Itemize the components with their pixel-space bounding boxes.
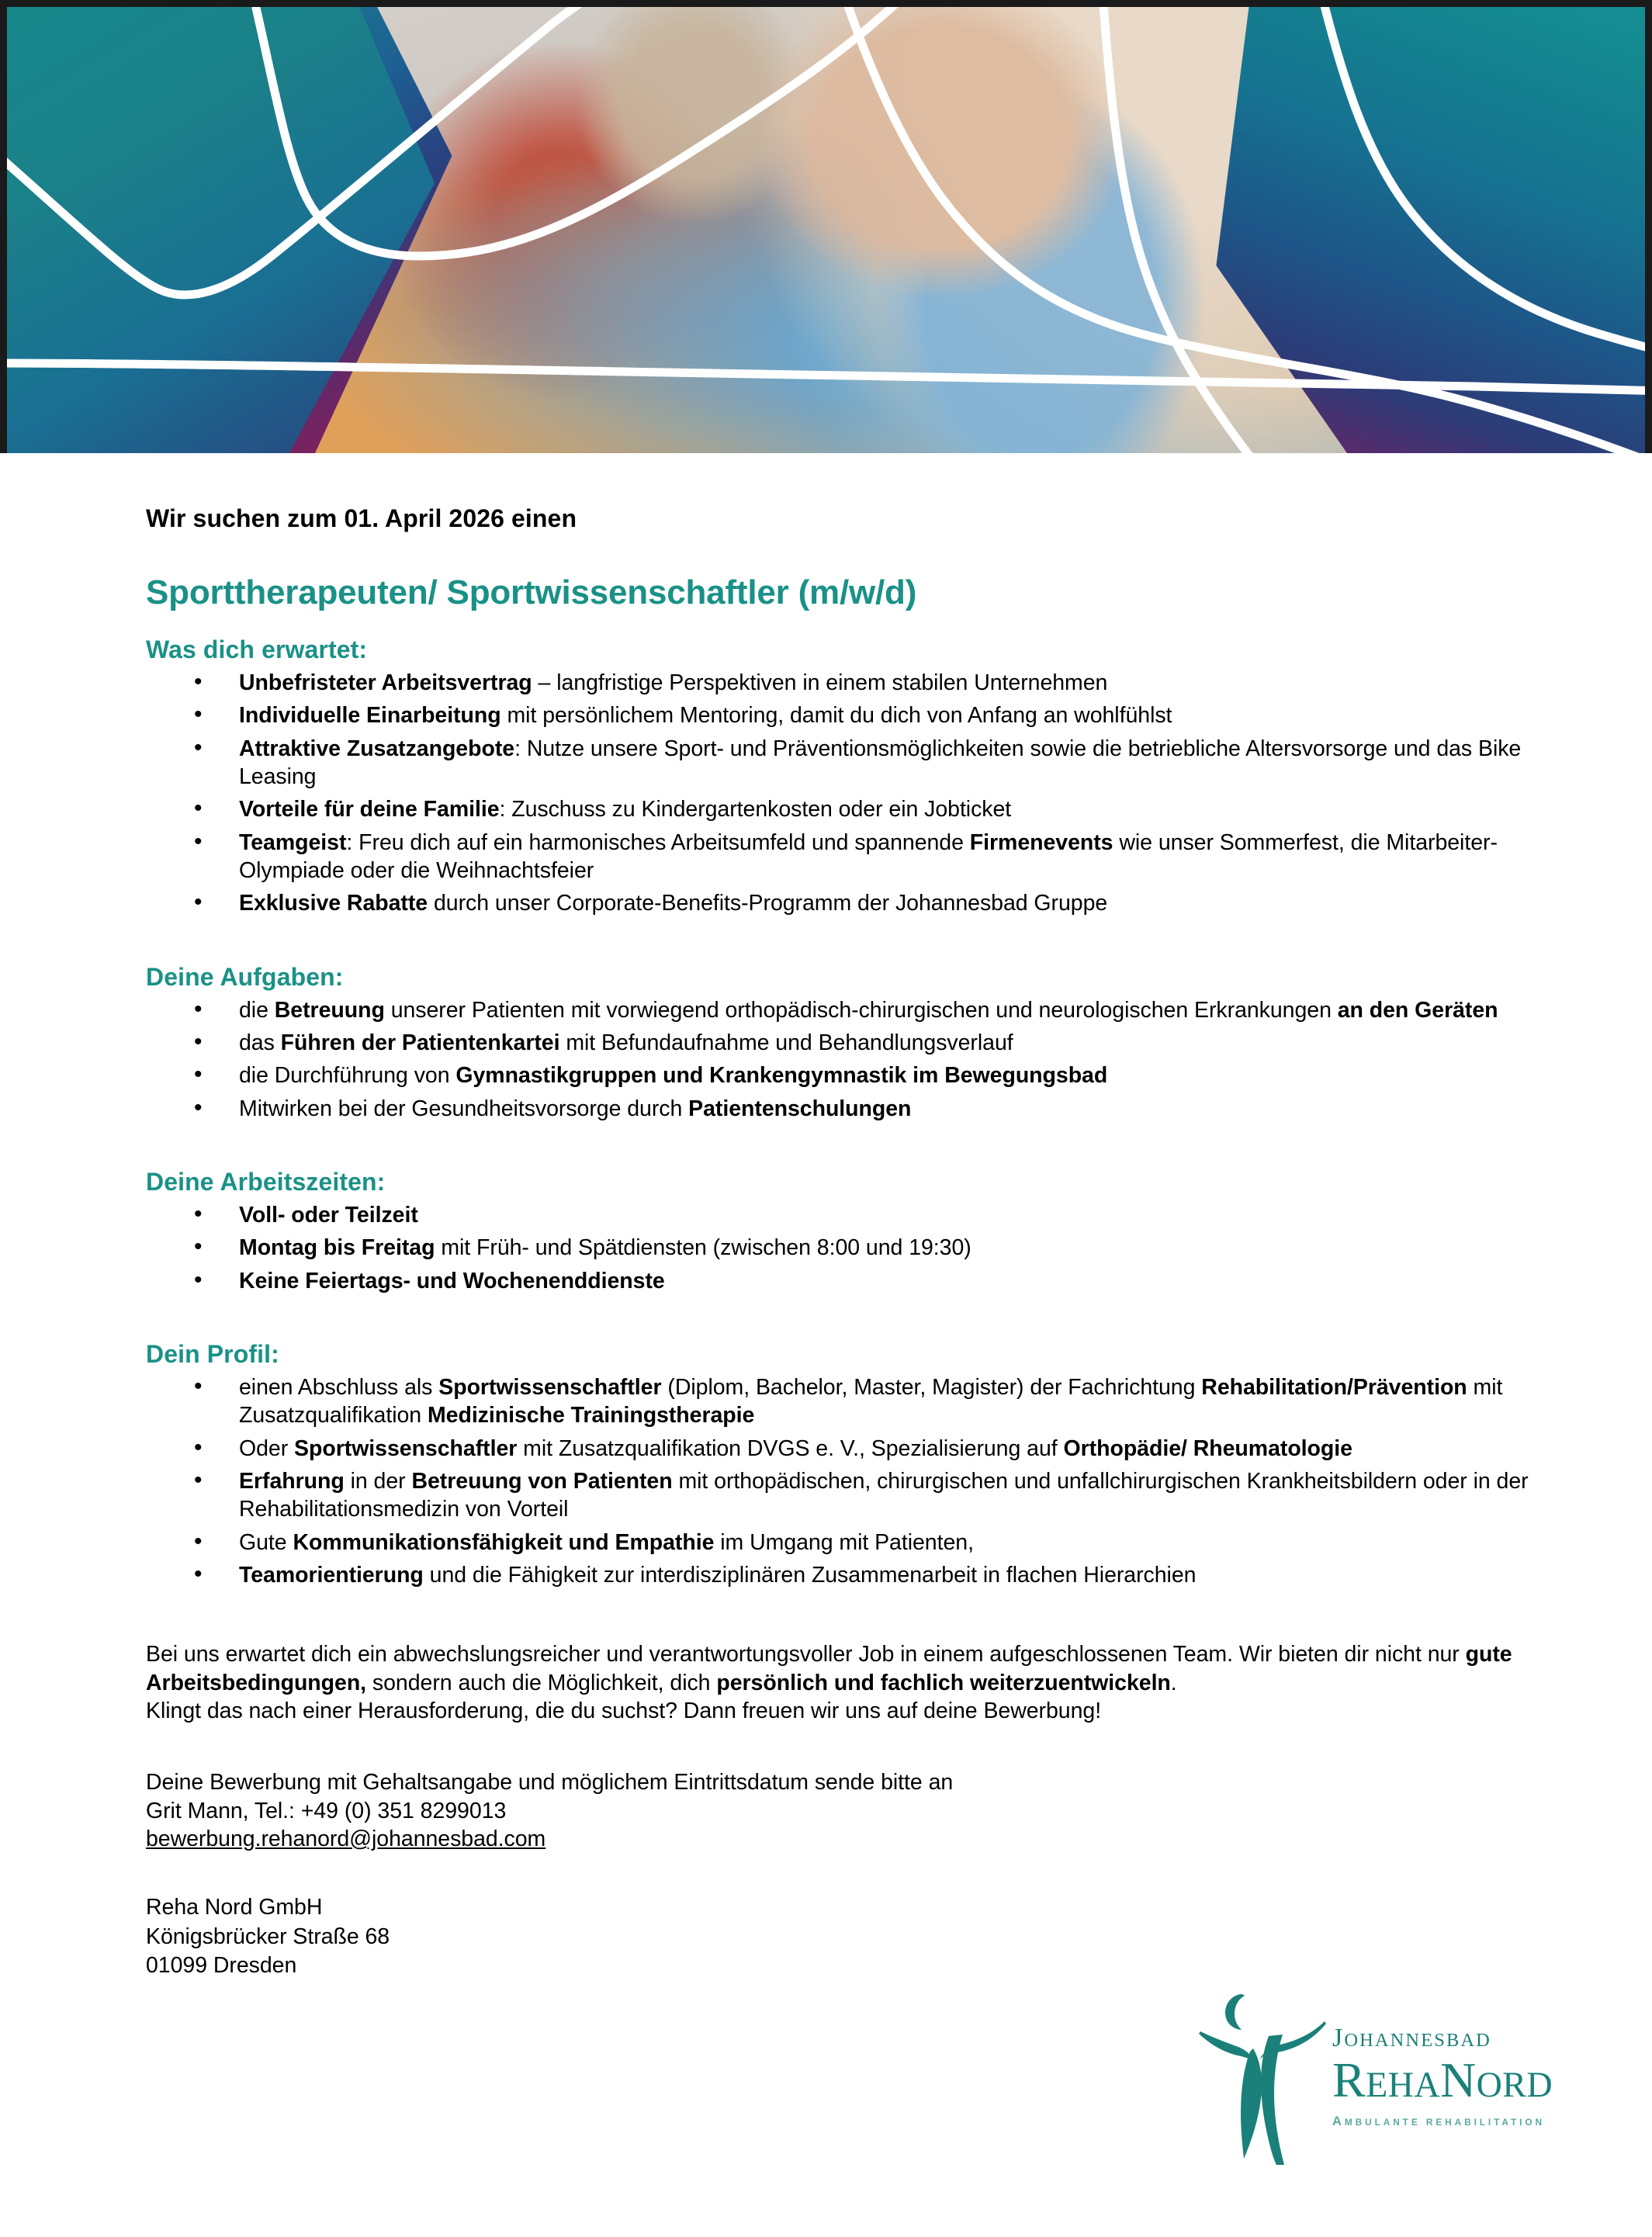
contact-instruction: Deine Bewerbung mit Gehaltsangabe und möglichem Eintrittsdatum sende bitte an (146, 1770, 954, 1795)
list-item: • die Betreuung unserer Patienten mit vorwiegend orthopädisch-chirurgischen und neurologischen Erkrankungen an den Geräten (146, 996, 1536, 1024)
section-heading-dein-profil: Dein Profil: (146, 1339, 279, 1368)
logo-brand-main-2: NORD (1440, 2052, 1553, 2108)
address-street: Königsbrücker Straße 68 (146, 1924, 390, 1949)
company-logo (1197, 1988, 1562, 2166)
list-item: • einen Abschluss als Sportwissenschaftler (Diplom, Bachelor, Master, Magister) der Fachrichtung Rehabilitation/Prävention mit Zusatzqualifikation Medizinische Trainingstherapie (146, 1373, 1536, 1430)
list-item: • Individuelle Einarbeitung mit persönlichem Mentoring, damit du dich von Anfang an wohlfühlst (146, 701, 1536, 729)
intro-line: Wir suchen zum 01. April 2026 einen (146, 504, 577, 532)
logo-brand-top: JOHANNESBAD (1332, 2024, 1491, 2053)
logo-wordmark (1332, 2025, 1553, 2128)
list-item: • Keine Feiertags- und Wochenenddienste (146, 1267, 1536, 1295)
hero-frame-left-edge (0, 0, 7, 458)
hero-frame-right-edge (1645, 0, 1652, 458)
list-item: • die Durchführung von Gymnastikgruppen und Krankengymnastik im Bewegungsbad (146, 1061, 1536, 1089)
page-title: Sporttherapeuten/ Sportwissenschaftler (m/w/d) (146, 573, 917, 611)
logo-tagline: AMBULANTE REHABILITATION (1332, 2114, 1545, 2128)
hero-decorative-lines (0, 0, 1652, 458)
logo-brand-main (1332, 2053, 1553, 2107)
list-item: • das Führen der Patientenkartei mit Befundaufnahme und Behandlungsverlauf (146, 1029, 1536, 1057)
list-was-dich-erwartet (146, 669, 1536, 918)
section-heading-was-dich-erwartet: Was dich erwartet: (146, 635, 368, 663)
hero-bottom-rule (0, 453, 1652, 458)
address-company: Reha Nord GmbH (146, 1895, 323, 1920)
list-item: • Teamgeist: Freu dich auf ein harmonisches Arbeitsumfeld und spannende Firmenevents wie unser Sommerfest, die Mitarbeiter-Olympiade oder die Weihnachtsfeier (146, 829, 1536, 885)
list-dein-profil (146, 1373, 1536, 1589)
list-item: • Erfahrung in der Betreuung von Patienten mit orthopädischen, chirurgischen und unfallchirurgischen Krankheitsbildern oder in der Rehabilitationsmedizin von Vorteil (146, 1467, 1536, 1524)
contact-email-link[interactable]: bewerbung.rehanord@johannesbad.com (146, 1826, 546, 1851)
section-heading-deine-arbeitszeiten: Deine Arbeitszeiten: (146, 1167, 386, 1196)
section-heading-deine-aufgaben: Deine Aufgaben: (146, 962, 344, 991)
list-item: • Exklusive Rabatte durch unser Corporate-Benefits-Programm der Johannesbad Gruppe (146, 889, 1536, 917)
contact-person-phone: Grit Mann, Tel.: +49 (0) 351 8299013 (146, 1798, 507, 1823)
list-item: • Teamorientierung und die Fähigkeit zur interdisziplinären Zusammenarbeit in flachen Hierarchien (146, 1561, 1536, 1589)
logo-figure-icon (1197, 1989, 1328, 2165)
list-item: • Attraktive Zusatzangebote: Nutze unsere Sport- und Präventionsmöglichkeiten sowie die betriebliche Altersvorsorge und das Bike Leasing (146, 735, 1536, 791)
list-item: • Oder Sportwissenschaftler mit Zusatzqualifikation DVGS e. V., Spezialisierung auf Orthopädie/ Rheumatologie (146, 1435, 1536, 1463)
list-deine-arbeitszeiten (146, 1201, 1536, 1295)
list-item: • Unbefristeter Arbeitsvertrag – langfristige Perspektiven in einem stabilen Unternehmen (146, 669, 1536, 697)
logo-brand-main-1: REHA (1332, 2052, 1440, 2108)
list-item: • Mitwirken bei der Gesundheitsvorsorge durch Patientenschulungen (146, 1095, 1536, 1123)
list-item: • Gute Kommunikationsfähigkeit und Empathie im Umgang mit Patienten, (146, 1529, 1536, 1557)
address-city: 01099 Dresden (146, 1953, 297, 1979)
list-item: • Voll- oder Teilzeit (146, 1201, 1536, 1229)
hero-banner (0, 0, 1652, 458)
hero-frame-top-edge (0, 0, 1652, 7)
list-item: • Montag bis Freitag mit Früh- und Spätdiensten (zwischen 8:00 und 19:30) (146, 1234, 1536, 1262)
company-address (146, 1893, 1536, 1981)
closing-paragraph: Bei uns erwartet dich ein abwechslungsreicher und verantwortungsvoller Job in einem aufgeschlossenen Team. Wir bieten dir nicht nur gute Arbeitsbedingungen, sondern auch die Möglichkeit, dich persönlich und fachlich weiterzuentwickeln. (146, 1642, 1512, 1695)
closing-call-to-action: Klingt das nach einer Herausforderung, die du suchst? Dann freuen wir uns auf deine Bewerbung! (146, 1698, 1102, 1723)
list-item: • Vorteile für deine Familie: Zuschuss zu Kindergartenkosten oder ein Jobticket (146, 795, 1536, 823)
contact-email-line (146, 1825, 1536, 1853)
main-content (0, 504, 1652, 1981)
list-deine-aufgaben (146, 996, 1536, 1123)
